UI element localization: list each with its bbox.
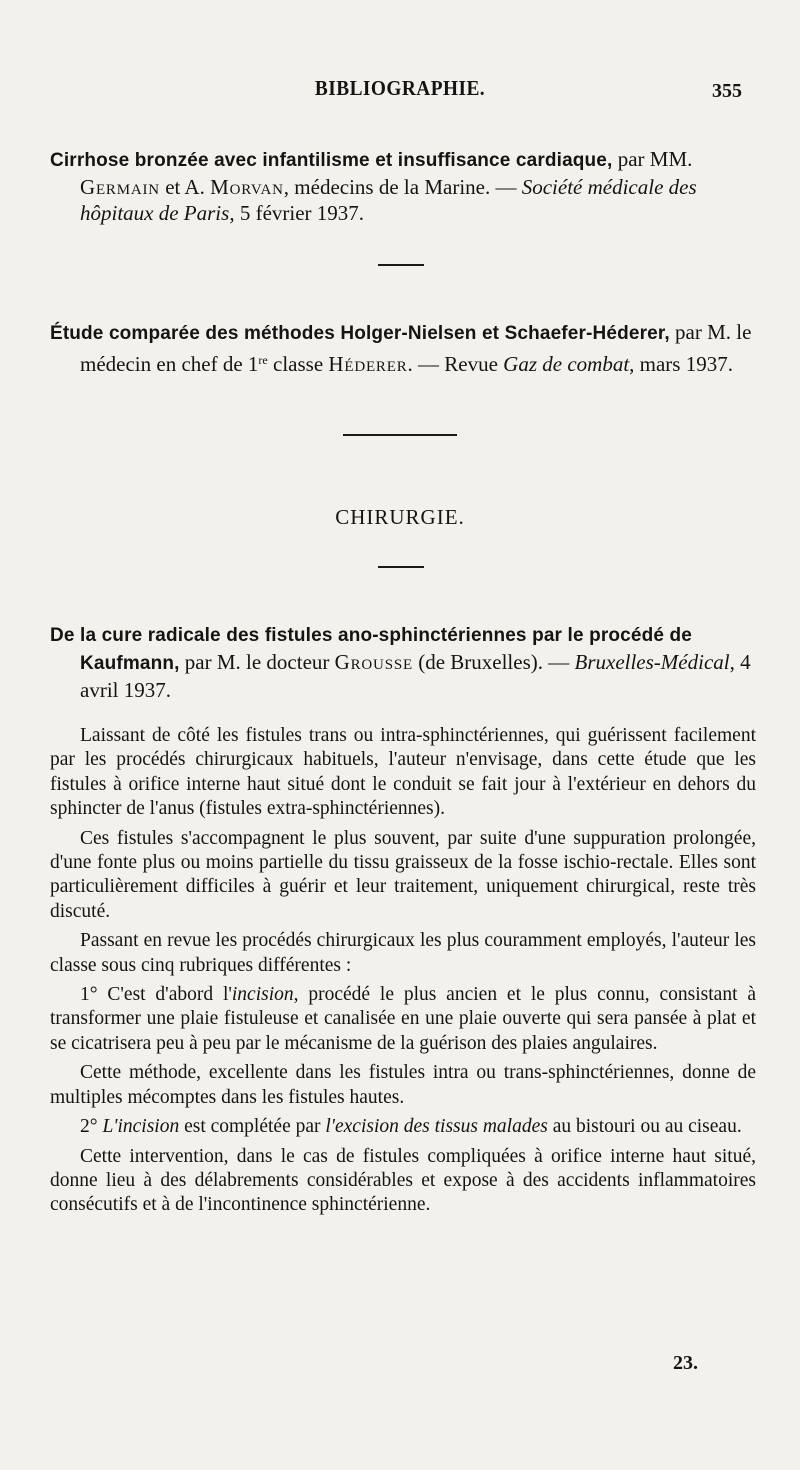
entry-author: Héderer	[328, 352, 408, 376]
entry-title: Cirrhose bronzée avec infantilisme et insuffisance cardiaque,	[50, 150, 613, 171]
emphasis: incision	[231, 984, 294, 1006]
entry-author: Grousse	[334, 650, 413, 674]
paragraph-text: , procédé le plus ancien et le plus connu, consistant à transformer une plaie fistuleuse et canalisée en une plaie ouverte qui sera pansée à plat et se cicatrisera peu à peu par le mécanisme de la guérison des plaies angulaires.	[50, 984, 756, 1054]
emphasis: L'incision	[102, 1116, 180, 1138]
running-title: BIBLIOGRAPHIE.	[314, 76, 486, 100]
entry-author: Germain	[80, 175, 160, 199]
paragraph-text: au bistouri ou au ciseau.	[547, 1116, 742, 1138]
bibliography-entry-2	[50, 319, 756, 377]
entry-title: De la cure radicale des fistules ano-sphinctériennes par le procédé de Kaufmann,	[50, 625, 692, 674]
paragraph-text: est complétée par	[179, 1116, 326, 1138]
bibliography-entry-1	[50, 146, 756, 226]
short-rule	[378, 566, 424, 568]
paragraph: Laissant de côté les fistules trans ou intra-sphinctériennes, qui guérissent facilement par les procédés chirurgicaux habituels, l'auteur n'envisage, dans cette étude que les fistules à orifice interne haut situé dont le conduit se fait jour à l'extérieur en dehors du sphincter de l'anus (fistules extra-sphinctériennes).	[50, 725, 756, 820]
entry-date: , 5 février 1937.	[229, 201, 365, 225]
entry-title: Étude comparée des méthodes Holger-Nielsen et Schaefer-Héderer,	[50, 323, 670, 344]
section-heading: CHIRURGIE.	[335, 505, 465, 529]
entry-source: Société médicale des hôpitaux de Paris	[80, 175, 697, 225]
short-rule	[378, 264, 424, 266]
page-number: 355	[712, 80, 742, 102]
entry-author: Morvan	[210, 175, 284, 199]
signature-mark: 23.	[673, 1352, 698, 1374]
entry-by: par MM.	[617, 147, 693, 171]
paragraph-text: 2°	[80, 1116, 103, 1138]
entry-and: et A.	[165, 175, 205, 199]
entry-dash: —	[548, 650, 570, 674]
paragraph: Cette intervention, dans le cas de fistules compliquées à orifice interne haut situé, donne lieu à des délabrements considérables et expose à des accidents inflammatoires consécutifs et à de l'incontinence sphinctérienne.	[50, 1145, 756, 1216]
entry-date: , mars 1937.	[629, 352, 733, 376]
running-head	[0, 76, 800, 104]
entry-source: Bruxelles-Médical	[574, 650, 730, 674]
entry-dash: . —	[407, 352, 440, 376]
entry-by: par M. le docteur	[184, 650, 330, 674]
paragraph: Passant en revue les procédés chirurgicaux les plus couramment employés, l'auteur les classe sous cinq rubriques différentes :	[50, 930, 756, 976]
paragraph	[50, 1115, 756, 1139]
entry-revue: Revue	[444, 352, 498, 376]
entry-source: Gaz de combat	[503, 352, 630, 376]
entry-superscript: re	[258, 353, 268, 367]
entry-origin: (de Bruxelles).	[418, 650, 543, 674]
bibliography-entry-3	[50, 621, 756, 703]
entry-rest: , médecins de la Marine. —	[283, 175, 517, 199]
entry-date: , 4 avril 1937.	[80, 650, 751, 702]
long-rule	[343, 434, 457, 436]
paragraph	[50, 983, 756, 1056]
emphasis: l'excision des tissus malades	[325, 1116, 548, 1138]
article-body	[50, 724, 756, 1223]
paragraph: Ces fistules s'accompagnent le plus souvent, par suite d'une suppuration prolongée, d'une fonte plus ou moins partielle du tissu graisseux de la fosse ischio-rectale. Elles sont particulièrement difficiles à guérir et leur traitement, uniquement chirurgical, reste très discuté.	[50, 827, 756, 922]
entry-class: classe	[273, 352, 324, 376]
paragraph-text: 1° C'est d'abord l'	[80, 984, 232, 1006]
entry-by: par M. le médecin en chef de 1	[80, 320, 752, 376]
paragraph: Cette méthode, excellente dans les fistules intra ou trans-sphinctériennes, donne de multiples mécomptes dans les fistules hautes.	[50, 1062, 756, 1108]
